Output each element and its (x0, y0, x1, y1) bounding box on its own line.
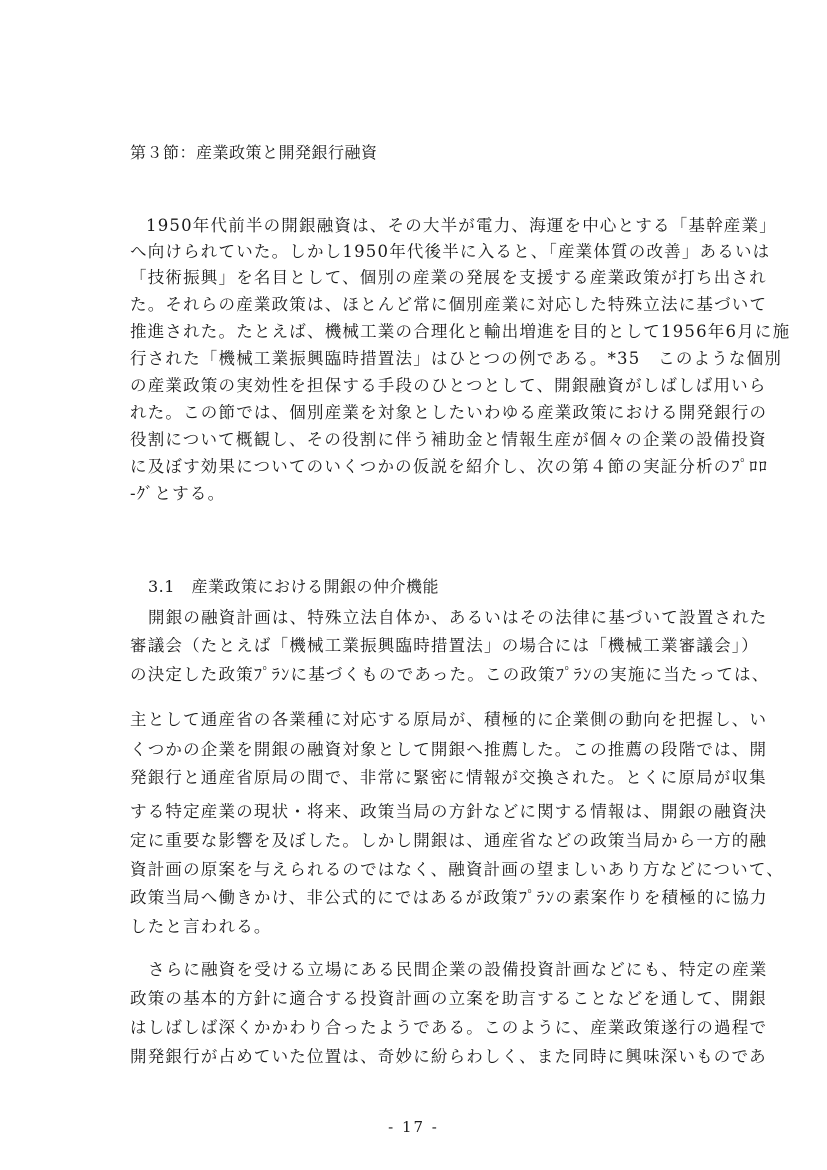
text-line: た。それらの産業政策は、ほとんど常に個別産業に対応した特殊立法に基づいて (130, 295, 768, 314)
text-line: する特定産業の現状・将来、政策当局の方針などに関する情報は、開銀の融資決 (130, 802, 768, 821)
text-line: 定に重要な影響を及ぼした。しかし開銀は、通産省などの政策当局から一方的融 (130, 831, 768, 850)
text-line: -ｸﾞとする。 (130, 484, 226, 503)
page-number: - 17 - (388, 1118, 439, 1136)
text-line: 行された「機械工業振興臨時措置法」はひとつの例である。*35 このような個別 (130, 349, 783, 368)
text-line: はしばしば深くかかわり合ったようである。このように、産業政策遂行の過程で (130, 1018, 768, 1037)
text-line: の産業政策の実効性を担保する手段のひとつとして、開銀融資がしばしば用いら (130, 376, 767, 395)
text-line: 1950年代前半の開銀融資は、その大半が電力、海運を中心とする「基幹産業」 (146, 216, 777, 235)
text-line: くつかの企業を開銀の融資対象として開銀へ推薦した。この推薦の段階では、開 (130, 740, 768, 759)
text-line: 「技術振興」を名目として、個別の産業の発展を支援する産業政策が打ち出され (130, 268, 767, 287)
text-line: 開銀の融資計画は、特殊立法自体か、あるいはその法律に基づいて設置された (148, 608, 768, 627)
text-line: 開発銀行が占めていた位置は、奇妙に紛らわしく、また同時に興味深いものであ (130, 1047, 767, 1066)
text-line: 推進された。たとえば、機械工業の合理化と輸出増進を目的として1956年6月に施 (130, 322, 791, 341)
text-line: 政策の基本的方針に適合する投資計画の立案を助言することなどを通して、開銀 (130, 989, 767, 1008)
text-line: さらに融資を受ける立場にある民間企業の設備投資計画などにも、特定の産業 (148, 960, 768, 979)
text-line: 役割について概観し、その役割に伴う補助金と情報生産が個々の企業の設備投資 (130, 430, 767, 449)
text-line: 資計画の原案を与えられるのではなく、融資計画の望ましいあり方などについて、 (130, 860, 784, 879)
text-line: したと言われる。 (130, 917, 272, 936)
text-line: の決定した政策ﾌﾟﾗﾝに基づくものであった。この政策ﾌﾟﾗﾝの実施に当たっては、 (130, 665, 770, 684)
subsection-title: 3.1 産業政策における開銀の仲介機能 (148, 577, 439, 596)
section-title: 第３節：産業政策と開発銀行融資 (130, 143, 378, 162)
text-line: れた。この節では、個別産業を対象としたいわゆる産業政策における開発銀行の (130, 403, 768, 422)
text-line: 主として通産省の各業種に対応する原局が、積極的に企業側の動向を把握し、い (130, 710, 768, 729)
text-line: に及ぼす効果についてのいくつかの仮説を紹介し、次の第４節の実証分析のﾌﾟﾛﾛ (130, 457, 769, 476)
text-line: 発銀行と通産省原局の間で、非常に緊密に情報が交換された。とくに原局が収集 (130, 768, 767, 787)
text-line: 審議会（たとえば「機械工業振興臨時措置法」の場合には「機械工業審議会」） (130, 636, 759, 655)
text-line: 政策当局へ働きかけ、非公式的にではあるが政策ﾌﾟﾗﾝの素案作りを積極的に協力 (130, 888, 768, 907)
text-line: へ向けられていた。しかし1950年代後半に入ると、「産業体質の改善」あるいは (130, 242, 771, 261)
